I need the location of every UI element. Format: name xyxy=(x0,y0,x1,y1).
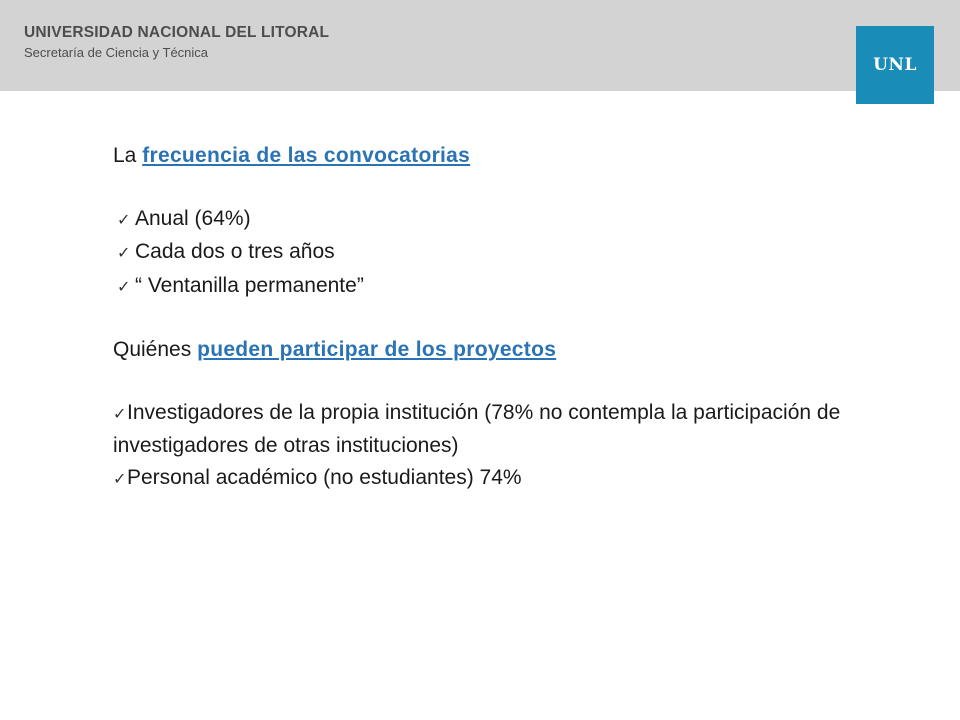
check-icon: ✓ xyxy=(113,405,127,423)
check-icon: ✓ xyxy=(117,211,131,229)
frecuencia-link[interactable]: frecuencia de las convocatorias xyxy=(142,144,471,167)
list-item-text: Personal académico (no estudiantes) 74% xyxy=(127,465,522,489)
header-bar xyxy=(0,0,960,91)
list-item xyxy=(113,236,853,270)
department-name: Secretaría de Ciencia y Técnica xyxy=(24,45,209,60)
section1-heading xyxy=(113,140,853,172)
section2-prefix: Quiénes xyxy=(113,338,198,361)
list-item-text: “ Ventanilla permanente” xyxy=(135,273,364,297)
participar-link[interactable]: pueden participar de los proyectos xyxy=(197,338,557,361)
section1-prefix: La xyxy=(113,144,143,167)
unl-logo: UNL xyxy=(856,26,934,104)
university-name: UNIVERSIDAD NACIONAL DEL LITORAL xyxy=(24,24,330,41)
check-icon: ✓ xyxy=(113,470,127,488)
list-item-text: Cada dos o tres años xyxy=(135,240,335,263)
list-item xyxy=(113,270,853,304)
list-item xyxy=(113,203,853,237)
section2-heading xyxy=(113,334,853,366)
list-item-text: Anual (64%) xyxy=(135,206,251,230)
check-icon: ✓ xyxy=(117,278,131,296)
list-item-text: Investigadores de la propia institución (78% no contempla la participación de investigadores de otras instituciones) xyxy=(113,400,841,457)
check-icon: ✓ xyxy=(117,245,131,262)
list-item xyxy=(113,462,853,496)
slide-content xyxy=(113,140,853,495)
list-item xyxy=(113,397,853,462)
